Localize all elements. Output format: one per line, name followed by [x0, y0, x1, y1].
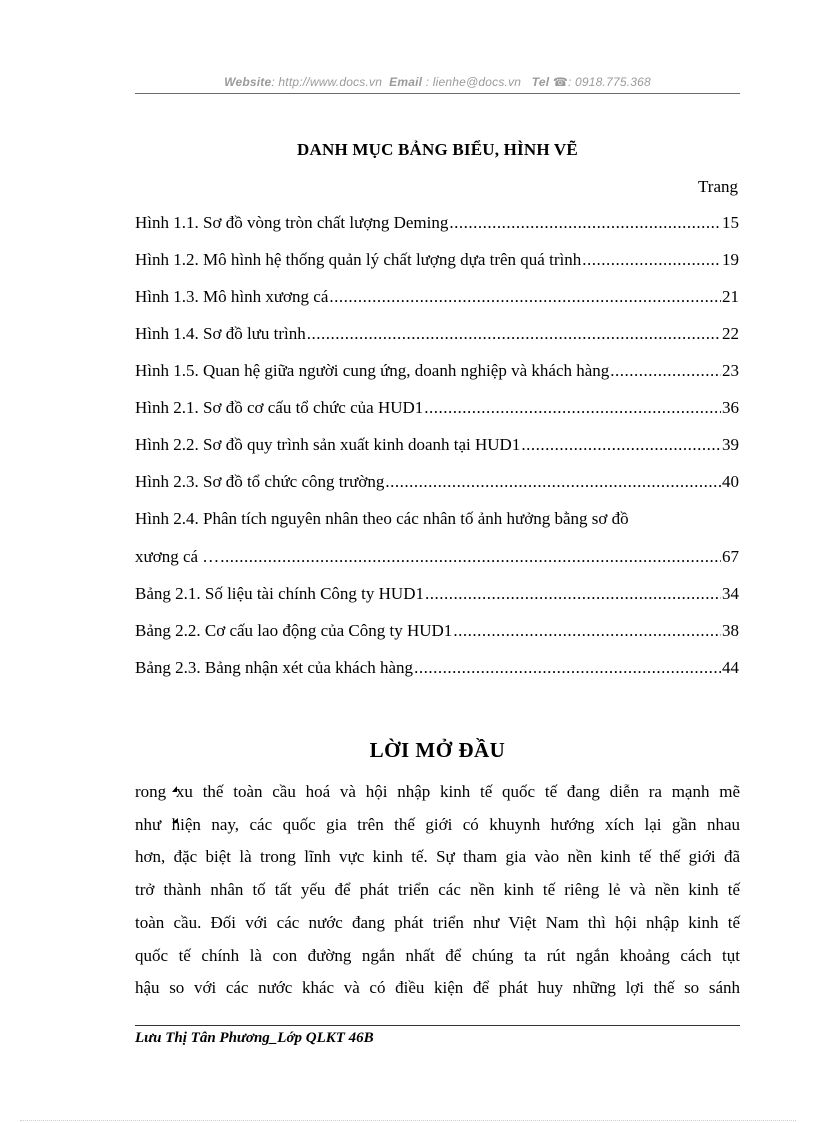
toc-item-page: 21 — [722, 287, 739, 306]
toc-item-label-line2: xương cá … — [135, 547, 220, 566]
toc-item[interactable] — [135, 658, 739, 695]
toc-item-label: Hình 1.4. Sơ đồ lưu trình — [135, 324, 306, 343]
toc-item-page: 34 — [722, 584, 739, 603]
tel-label: Tel — [531, 75, 550, 89]
page-header — [135, 75, 740, 89]
toc-item[interactable] — [135, 361, 739, 398]
tel-value: : 0918.775.368 — [567, 75, 651, 89]
toc-item[interactable] — [135, 621, 739, 658]
toc-item-label: Bảng 2.2. Cơ cấu lao động của Công ty HUD1 — [135, 621, 453, 640]
toc-item-label: Hình 2.2. Sơ đồ quy trình sản xuất kinh doanh tại HUD1 — [135, 435, 521, 454]
toc-item-label: Bảng 2.1. Số liệu tài chính Công ty HUD1 — [135, 584, 424, 603]
email-value[interactable]: : lienhe@docs.vn — [425, 75, 522, 89]
text-artifact-mark — [172, 818, 178, 823]
toc-item-page: 23 — [722, 361, 739, 380]
toc-item-page: 36 — [722, 398, 739, 417]
toc-item[interactable] — [135, 324, 739, 361]
toc-item-page: 44 — [722, 658, 739, 677]
toc-item-page: 39 — [722, 435, 739, 454]
toc-item-label: Hình 1.3. Mô hình xương cá — [135, 287, 329, 306]
intro-line: quốc tế chính là con đường ngắn nhất để chúng ta rút ngắn khoảng cách tụt — [135, 945, 740, 965]
toc-item[interactable] — [135, 250, 739, 287]
toc-item-multiline[interactable] — [135, 509, 739, 584]
toc-item-label: Bảng 2.3. Bảng nhận xét của khách hàng — [135, 658, 414, 677]
website-value[interactable]: : http://www.docs.vn — [271, 75, 383, 89]
toc-item-label: Hình 2.3. Sơ đồ tổ chức công trường — [135, 472, 385, 491]
toc-item-page: 67 — [722, 547, 739, 566]
intro-line: toàn cầu. Đối với các nước đang phát triển như Việt Nam thì hội nhập kinh tế — [135, 912, 740, 932]
phone-icon: ☎ — [552, 75, 568, 89]
toc-item[interactable] — [135, 398, 739, 435]
toc-item[interactable] — [135, 472, 739, 509]
toc-title: DANH MỤC BẢNG BIỂU, HÌNH VẼ — [297, 140, 578, 159]
toc-item[interactable] — [135, 435, 739, 472]
intro-title: LỜI MỞ ĐẦU — [369, 738, 506, 762]
intro-line: hậu so với các nước khác và có điều kiện để phát huy những lợi thế so sánh — [135, 978, 740, 998]
toc-item-label: Hình 1.1. Sơ đồ vòng tròn chất lượng Deming — [135, 213, 449, 232]
intro-line: như hiện nay, các quốc gia trên thế giới có khuynh hướng xích lại gần nhau — [135, 814, 740, 834]
toc-page-column-label: Trang — [698, 177, 738, 196]
toc-item-page: 22 — [722, 324, 739, 343]
toc-item[interactable] — [135, 287, 739, 324]
toc-item-page: 40 — [722, 472, 739, 491]
toc-item-label: Hình 2.1. Sơ đồ cơ cấu tổ chức của HUD1 — [135, 398, 424, 417]
intro-paragraph — [135, 776, 740, 1005]
toc-item-page: 19 — [722, 250, 739, 269]
toc-item-page: 15 — [722, 213, 739, 232]
website-label: Website — [224, 75, 272, 89]
toc-item-label: Hình 1.5. Quan hệ giữa người cung ứng, doanh nghiệp và khách hàng — [135, 361, 610, 380]
text-artifact-mark — [172, 786, 177, 792]
intro-line: trở thành nhân tố tất yếu để phát triển các nền kinh tế riêng lẻ và nền kinh tế — [135, 880, 740, 900]
intro-line: rong xu thế toàn cầu hoá và hội nhập kinh tế quốc tế đang diễn ra mạnh mẽ — [135, 782, 740, 801]
email-label: Email — [389, 75, 423, 89]
toc-item[interactable] — [135, 213, 739, 250]
toc-item[interactable] — [135, 584, 739, 621]
intro-line: hơn, đặc biệt là trong lĩnh vực kinh tế. Sự tham gia vào nền kinh tế thế giới đã — [135, 847, 740, 867]
toc-list — [135, 213, 739, 695]
page-bottom-border — [20, 1120, 796, 1121]
toc-item-page: 38 — [722, 621, 739, 640]
footer-divider — [135, 1025, 740, 1026]
toc-item-label: Hình 1.2. Mô hình hệ thống quản lý chất lượng dựa trên quá trình — [135, 250, 582, 269]
header-divider — [135, 93, 740, 94]
page-footer-author: Lưu Thị Tân Phương_Lớp QLKT 46B — [135, 1030, 374, 1046]
toc-item-label-line1: Hình 2.4. Phân tích nguyên nhân theo các nhân tố ảnh hưởng bằng sơ đồ — [135, 509, 629, 528]
